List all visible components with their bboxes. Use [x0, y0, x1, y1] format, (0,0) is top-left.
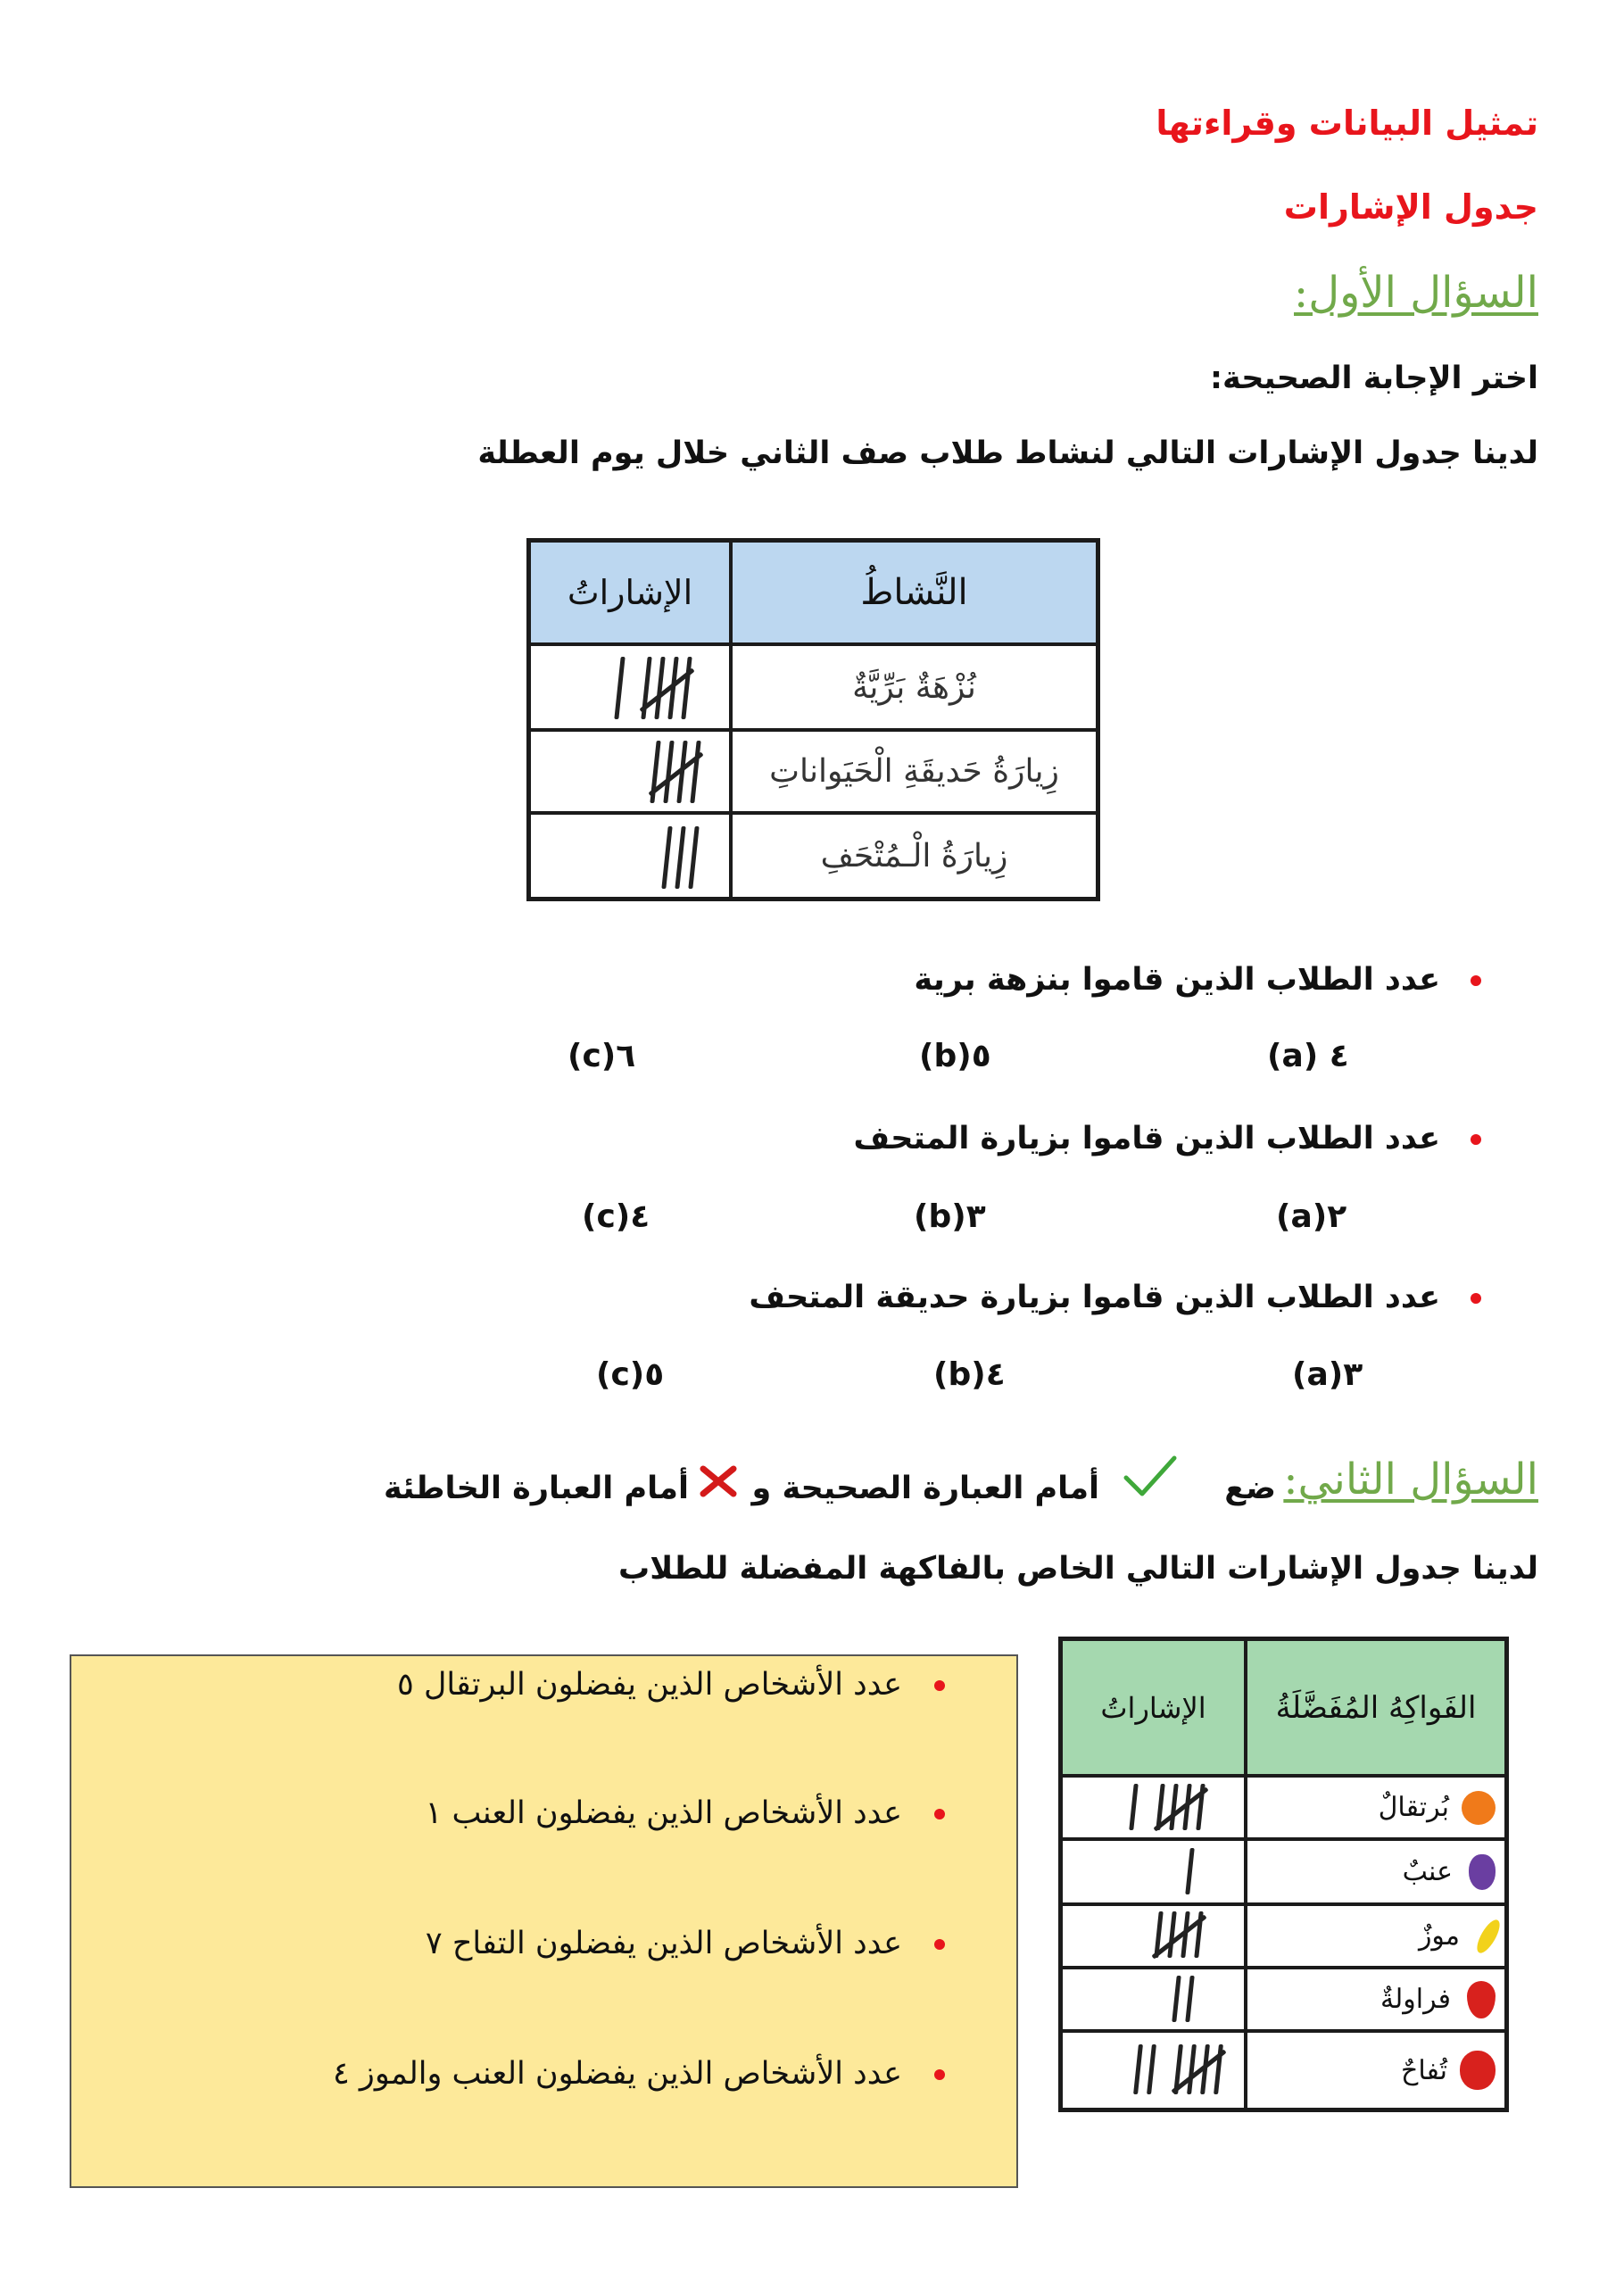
tally-stroke [688, 826, 699, 889]
option-a[interactable]: ٤ (a) [1267, 1038, 1349, 1074]
option-b[interactable]: ٥(b) [919, 1038, 991, 1074]
grape-icon [1469, 1854, 1496, 1890]
table-cell-activity: زِيارَةُ الْـمُتْحَفِ [820, 837, 1008, 874]
strawberry-icon [1467, 1981, 1496, 2018]
table-row [1247, 1778, 1504, 1837]
tally-marks [1132, 1911, 1204, 1958]
tally-stroke [1172, 1976, 1181, 2022]
statement-item[interactable]: عدد الأشخاص الذين يفضلون التفاح ٧ [426, 1926, 945, 1961]
bullet-icon [934, 2069, 945, 2080]
tally-stroke [1167, 1911, 1176, 1958]
tally-stroke [663, 741, 674, 803]
option-b[interactable]: ٣(b) [914, 1198, 986, 1235]
tally-stroke [1147, 2044, 1156, 2094]
fruit-tally-table [1058, 1637, 1509, 2112]
tally-stroke [1185, 1848, 1194, 1894]
tally-marks [576, 657, 692, 719]
table-cell-activity: زِيارَةُ حَديقَةِ الْحَيَواناتِ [769, 753, 1059, 790]
apple-icon [1460, 2051, 1496, 2090]
tally-marks [602, 741, 700, 803]
statement-item[interactable]: عدد الأشخاص الذين يفضلون البرتقال ٥ [397, 1667, 945, 1703]
statement-item[interactable]: عدد الأشخاص الذين يفضلون العنب ١ [426, 1795, 945, 1831]
tally-marks [1107, 2044, 1223, 2094]
table-row [1247, 1969, 1504, 2029]
page-title: تمثيل البيانات وقراءتها [1156, 104, 1538, 143]
tally-stroke [614, 657, 625, 719]
page-subtitle: جدول الإشارات [1283, 187, 1538, 227]
table-header-tally: الإشاراتُ [567, 573, 693, 612]
question-1-instruction: اختر الإجابة الصحيحة: [1209, 361, 1538, 396]
tally-marks [1159, 1976, 1195, 2022]
tally-marks [1107, 1784, 1206, 1830]
table-header-tally: الإشاراتُ [1100, 1690, 1206, 1725]
question-2-wrong-text: أمام العبارة الخاطئة [384, 1471, 689, 1506]
tally-stroke [1133, 2044, 1143, 2094]
bullet-icon [934, 1680, 945, 1691]
fruit-label: بُرتقالٌ [1378, 1792, 1449, 1823]
tally-marks [1168, 1848, 1195, 1894]
table-row [1247, 1906, 1504, 1966]
question-2-correct-text: أمام العبارة الصحيحة و [751, 1471, 1099, 1506]
fruit-label: فراولةٌ [1380, 1984, 1451, 2015]
question-2-heading: السؤال الثاني: [1283, 1455, 1538, 1504]
activity-tally-table [526, 538, 1100, 901]
tally-stroke [1187, 2044, 1197, 2094]
fruit-label: موزٌ [1418, 1920, 1460, 1952]
statements-box [70, 1654, 1018, 2188]
fruit-label: تُفاحٌ [1400, 2054, 1447, 2086]
bullet-icon [1471, 975, 1481, 986]
tally-stroke [1169, 1784, 1178, 1830]
bullet-icon [1471, 1134, 1481, 1145]
bullet-icon [1471, 1293, 1481, 1304]
option-c[interactable]: ٦(c) [568, 1038, 636, 1074]
table-header-activity: النَّشاطُ [860, 572, 968, 613]
table-cell-activity: نُزْهَةٌ بَرِّيَّةٌ [852, 668, 976, 706]
statement-item[interactable]: عدد الأشخاص الذين يفضلون العنب والموز ٤ [333, 2056, 945, 2092]
tally-stroke [654, 657, 665, 719]
tally-stroke [661, 826, 672, 889]
check-mark-icon [1123, 1453, 1178, 1501]
option-a[interactable]: ٢(a) [1276, 1198, 1347, 1235]
banana-icon [1473, 1916, 1504, 1955]
tally-stroke [1185, 1976, 1194, 2022]
question-1-intro: لدينا جدول الإشارات التالي لنشاط طلاب صف الثاني خلال يوم العطلة [477, 435, 1538, 471]
tally-stroke [681, 657, 692, 719]
bullet-icon [934, 1809, 945, 1819]
tally-stroke [675, 826, 685, 889]
question-2-put: ضع [1224, 1471, 1276, 1506]
tally-stroke [690, 741, 700, 803]
tally-marks [627, 826, 699, 889]
table-row [1247, 2033, 1504, 2108]
bullet-icon [934, 1939, 945, 1950]
question-item: عدد الطلاب الذين قاموا بنزهة برية [914, 962, 1481, 998]
table-header-fruit: الفَواكِهُ المُفَضَّلَةُ [1275, 1689, 1477, 1726]
fruit-label: عنبٌ [1402, 1856, 1453, 1887]
orange-icon [1462, 1791, 1496, 1825]
question-1-heading: السؤال الأول: [1294, 268, 1538, 318]
question-item: عدد الطلاب الذين قاموا بزيارة حديقة المتحف [749, 1280, 1481, 1315]
option-b[interactable]: ٤(b) [933, 1356, 1006, 1393]
option-c[interactable]: ٤(c) [582, 1198, 650, 1235]
cross-mark-icon [698, 1463, 739, 1499]
option-a[interactable]: ٣(a) [1292, 1356, 1363, 1393]
table-row [1247, 1841, 1504, 1902]
tally-stroke [1129, 1784, 1138, 1830]
question-2-intro: لدينا جدول الإشارات التالي الخاص بالفاكهة المفضلة للطلاب [618, 1551, 1538, 1587]
option-c[interactable]: ٥(c) [596, 1356, 665, 1393]
question-item: عدد الطلاب الذين قاموا بزيارة المتحف [854, 1121, 1481, 1156]
